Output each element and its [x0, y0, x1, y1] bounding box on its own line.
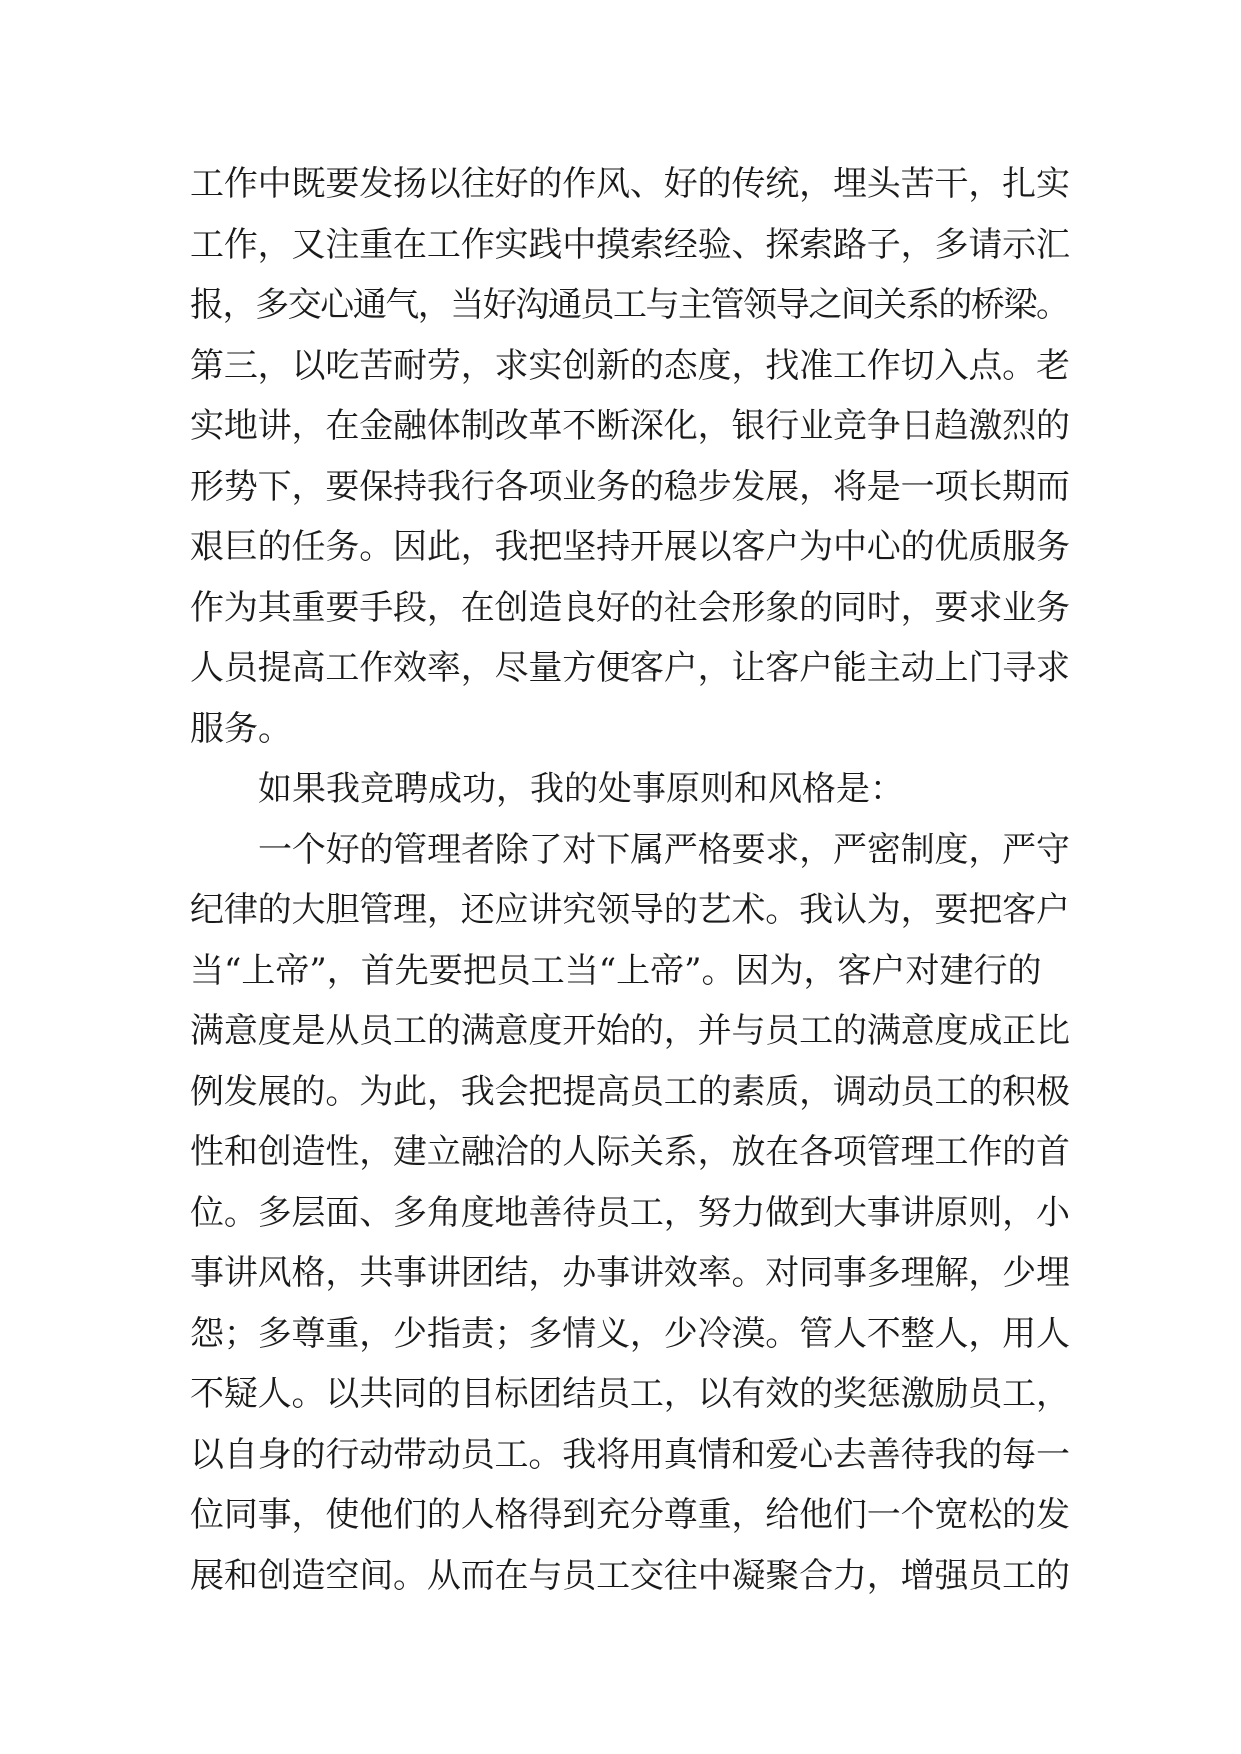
text-line: 艰巨的任务。因此，我把坚持开展以客户为中心的优质服务: [190, 527, 1070, 567]
text-line: 如果我竞聘成功，我的处事原则和风格是：: [258, 769, 904, 809]
text-line: 实地讲，在金融体制改革不断深化，银行业竞争日趋激烈的: [190, 406, 1070, 446]
text-line: 怨；多尊重，少指责；多情义，少冷漠。管人不整人，用人: [190, 1313, 1070, 1354]
text-line: 一个好的管理者除了对下属严格要求，严密制度，严守: [258, 829, 1070, 870]
text-line: 形势下，要保持我行各项业务的稳步发展，将是一项长期而: [190, 466, 1070, 507]
text-line: 位。多层面、多角度地善待员工，努力做到大事讲原则，小: [190, 1192, 1070, 1233]
text-line: 第三，以吃苦耐劳，求实创新的态度，找准工作切入点。老: [190, 345, 1070, 386]
text-line: 位同事，使他们的人格得到充分尊重，给他们一个宽松的发: [190, 1495, 1070, 1535]
text-line: 例发展的。为此，我会把提高员工的素质，调动员工的积极: [190, 1071, 1070, 1112]
text-line: 报，多交心通气，当好沟通员工与主管领导之间关系的桥梁。: [190, 285, 1069, 325]
text-line: 服务。: [190, 708, 292, 749]
text-line: 工作，又注重在工作实践中摸索经验、探索路子，多请示汇: [190, 224, 1070, 265]
body-text: [190, 154, 1070, 1606]
text-line: 纪律的大胆管理，还应讲究领导的艺术。我认为，要把客户: [190, 890, 1070, 930]
text-line: 性和创造性，建立融洽的人际关系，放在各项管理工作的首: [190, 1132, 1070, 1172]
text-line: 作为其重要手段，在创造良好的社会形象的同时，要求业务: [190, 587, 1070, 628]
text-line: 事讲风格，共事讲团结，办事讲效率。对同事多理解，少埋: [190, 1253, 1070, 1293]
text-line: 不疑人。以共同的目标团结员工，以有效的奖惩激励员工，: [190, 1374, 1070, 1414]
text-line: 展和创造空间。从而在与员工交往中凝聚合力，增强员工的: [190, 1555, 1070, 1596]
text-line: 满意度是从员工的满意度开始的，并与员工的满意度成正比: [190, 1011, 1070, 1051]
text-line: 当“上帝”，首先要把员工当“上帝”。因为，客户对建行的: [190, 950, 1042, 991]
text-line: 工作中既要发扬以往好的作风、好的传统，埋头苦干，扎实: [190, 164, 1070, 204]
text-line: 人员提高工作效率，尽量方便客户，让客户能主动上门寻求: [190, 648, 1070, 688]
text-line: 以自身的行动带动员工。我将用真情和爱心去善待我的每一: [190, 1434, 1070, 1475]
